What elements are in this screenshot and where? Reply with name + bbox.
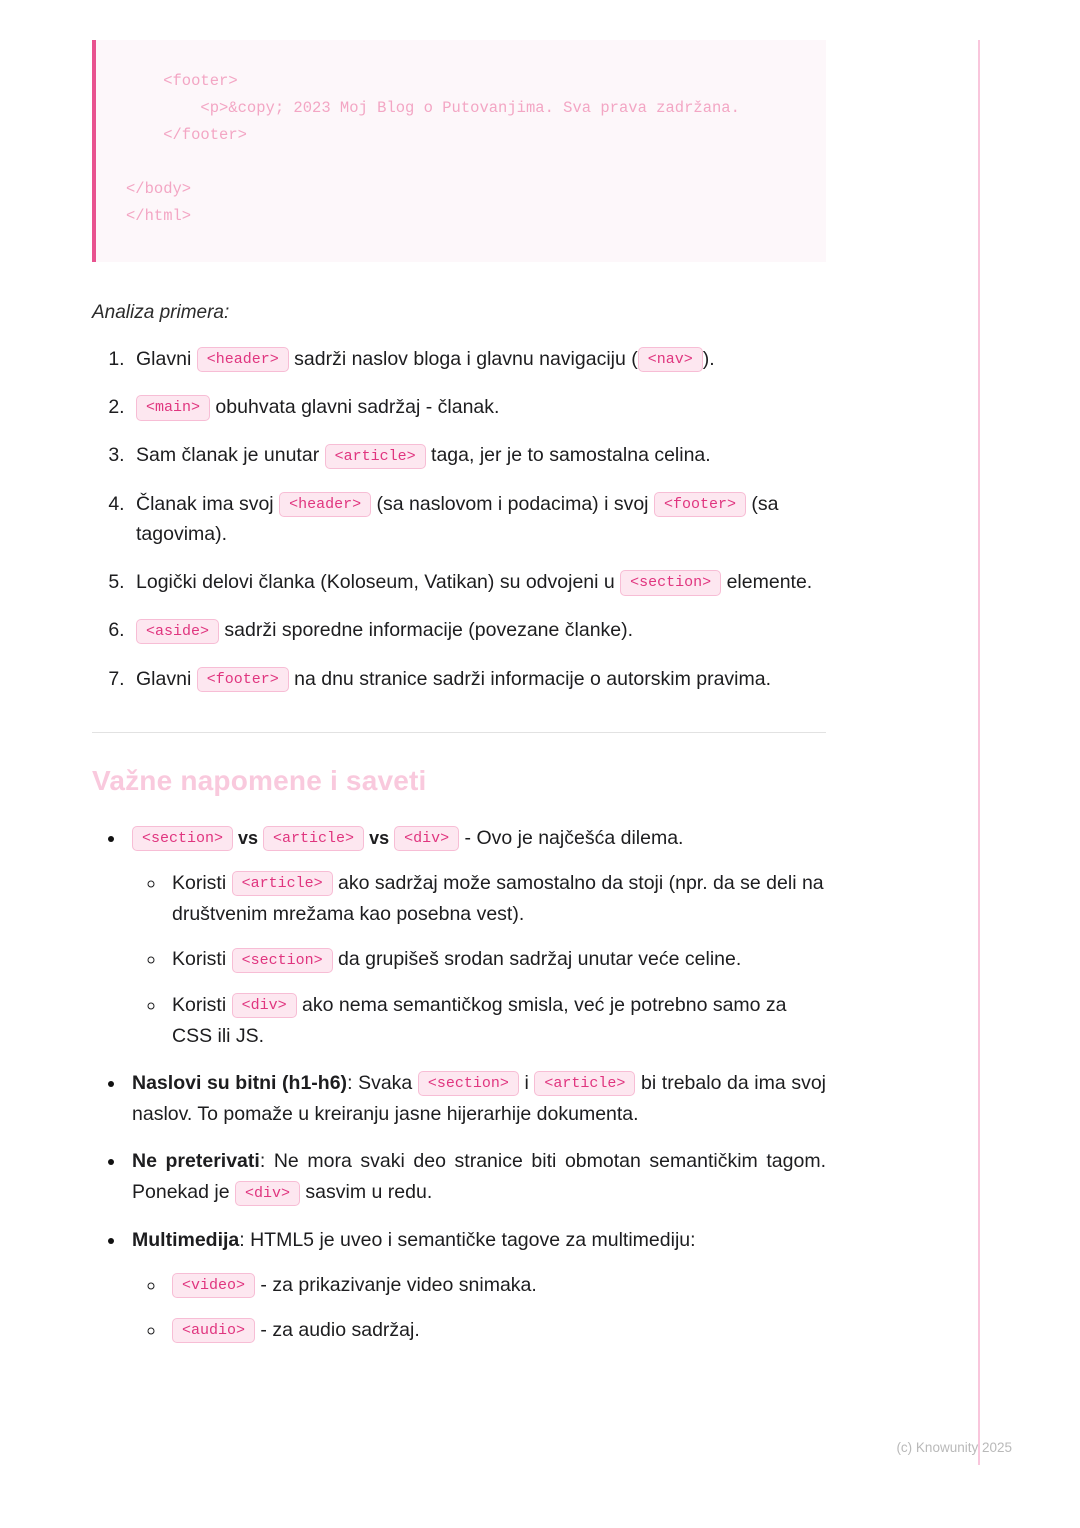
list-item (130, 489, 826, 549)
inline-code-tag: <footer> (654, 492, 746, 517)
inline-code-tag: <header> (279, 492, 371, 517)
body-text: Koristi (172, 948, 232, 971)
code-line: <p>&copy; 2023 Moj Blog o Putovanjima. Sva prava zadržana. (126, 99, 740, 117)
body-text: ako sadržaj može samostalno da stoji (npr. da se deli na društvenim mrežama kao posebna vest). (172, 871, 824, 926)
body-text: elemente. (721, 571, 813, 594)
body-text: Koristi (172, 871, 232, 894)
vs-separator: vs (364, 827, 395, 848)
code-line: <footer> (126, 72, 238, 90)
inline-code-tag: <video> (172, 1273, 255, 1298)
body-text: - Ovo je najčešća dilema. (459, 826, 684, 849)
list-item (130, 440, 826, 470)
copyright-notice: (c) Knowunity 2025 (896, 1440, 1012, 1455)
list-item (130, 664, 826, 694)
inline-code-tag: <footer> (197, 667, 289, 692)
inline-code-tag: <audio> (172, 1318, 255, 1343)
code-line (126, 149, 826, 176)
body-text: : HTML5 je uveo i semantičke tagove za multimediju: (239, 1228, 696, 1251)
list-item (126, 1146, 826, 1208)
body-text: i (518, 1071, 535, 1094)
inline-code-tag: <nav> (638, 347, 703, 372)
body-text: (sa naslovom i podacima) i svoj (371, 492, 654, 515)
body-text: - za audio sadržaj. (255, 1319, 420, 1341)
body-text: obuhvata glavni sadržaj - članak. (210, 396, 500, 419)
body-text: : Ne mora svaki deo stranice biti obmotan semantičkim tagom. Ponekad je (132, 1150, 826, 1204)
body-text: na dnu stranice sadrži informacije o autorskim pravima. (288, 667, 772, 690)
code-line: </body> (126, 180, 192, 198)
inline-code-tag: <div> (232, 993, 297, 1018)
list-item (130, 344, 826, 374)
inline-code-tag: <article> (232, 871, 333, 896)
inline-code-tag: <section> (418, 1071, 519, 1096)
inline-code-tag: <div> (235, 1181, 300, 1206)
document-content (92, 40, 826, 1362)
list-item (126, 1225, 826, 1347)
inline-code-tag: <aside> (136, 619, 219, 644)
page-title: Važne napomene i saveti (92, 764, 427, 796)
list-item (126, 823, 826, 1052)
list-item (130, 615, 826, 645)
body-text: Koristi (172, 993, 232, 1016)
inline-code-tag: <section> (132, 826, 233, 851)
sub-list-item (166, 868, 826, 930)
body-text: ako nema semantičkog smisla, već je potrebno samo za CSS ili JS. (172, 993, 787, 1047)
page-edge-rule (978, 40, 980, 1465)
inline-code-tag: <article> (325, 444, 426, 469)
body-text: Članak ima svoj (136, 492, 280, 515)
sub-list-item (166, 990, 826, 1052)
body-text: sadrži sporedne informacije (povezane članke). (219, 619, 634, 642)
tips-list (92, 823, 826, 1346)
inline-code-tag: <section> (232, 948, 333, 973)
list-item (130, 392, 826, 422)
sub-list-item (166, 1315, 826, 1346)
body-text: sadrži naslov bloga i glavnu navigaciju ( (288, 348, 638, 370)
list-item (130, 567, 826, 597)
body-text: Sam članak je unutar (136, 444, 325, 467)
inline-code-tag: <article> (534, 1071, 635, 1096)
body-text: Glavni (136, 667, 197, 690)
body-text: bi trebalo da ima svoj naslov. To pomaže u kreiranju jasne hijerarhije dokumenta. (132, 1071, 827, 1126)
inline-code-tag: <main> (136, 395, 210, 420)
body-text: Glavni (136, 348, 197, 370)
body-text: Logički delovi članka (Koloseum, Vatikan) su odvojeni u (136, 571, 621, 594)
body-text: : Svaka (347, 1071, 418, 1094)
body-text: sasvim u redu. (300, 1181, 433, 1204)
body-text: ). (702, 348, 715, 370)
inline-code-tag: <section> (620, 570, 721, 595)
list-item (126, 1068, 826, 1130)
inline-code-tag: <div> (394, 826, 459, 851)
analysis-list (92, 344, 826, 694)
body-text: (sa tagovima). (136, 492, 779, 545)
emphasis-text: Naslovi su bitni (h1-h6) (132, 1071, 348, 1094)
section-divider (92, 732, 826, 733)
inline-code-tag: <header> (197, 347, 289, 372)
inline-code-tag: <article> (263, 826, 364, 851)
sub-list (132, 868, 826, 1052)
emphasis-text: Multimedija (132, 1228, 240, 1251)
emphasis-text: Ne preterivati (132, 1150, 260, 1173)
body-text: - za prikazivanje video snimaka. (255, 1273, 537, 1296)
body-text: taga, jer je to samostalna celina. (425, 444, 711, 467)
vs-separator: vs (233, 827, 264, 848)
body-text: da grupišeš srodan sadržaj unutar veće celine. (332, 948, 742, 971)
sub-list-item (166, 944, 826, 975)
sub-list (132, 1270, 826, 1346)
analysis-heading: Analiza primera: (92, 302, 230, 323)
code-line: </html> (126, 207, 192, 225)
code-line: </footer> (126, 126, 247, 144)
sub-list-item (166, 1270, 826, 1301)
code-block (92, 40, 826, 262)
